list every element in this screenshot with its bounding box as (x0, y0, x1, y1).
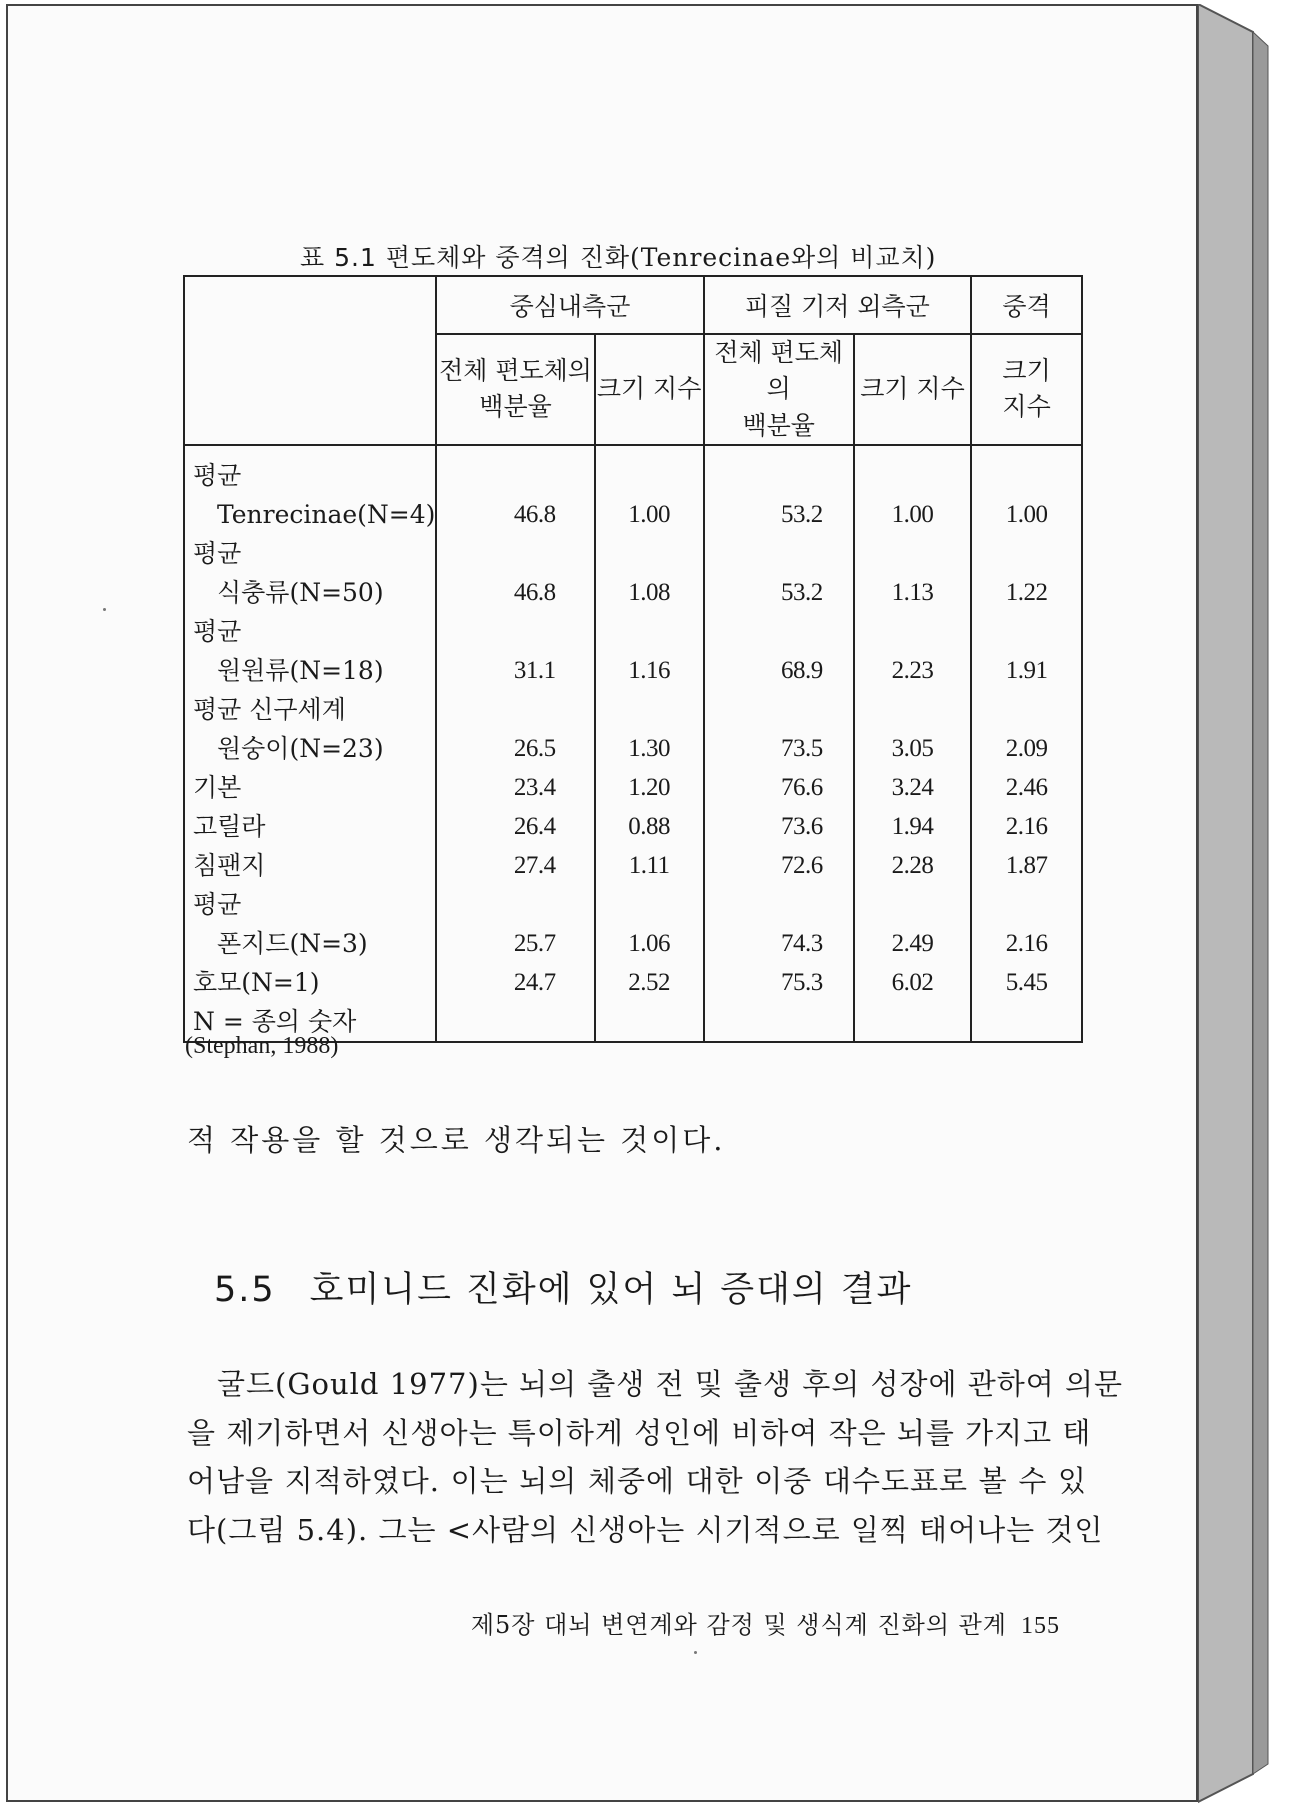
septum-size-value (972, 534, 1081, 573)
central-size-value: 1.06 (628, 929, 670, 957)
cortical-size-value: 6.02 (891, 968, 934, 996)
cortical-percent-value (705, 690, 853, 729)
septum-size-value (972, 456, 1081, 495)
central-percent-value: 27.4 (513, 851, 556, 879)
central-size-value (596, 534, 703, 573)
table-number: 표 5.1 (300, 243, 377, 272)
section-heading (214, 1262, 912, 1312)
row-label: 침팬지 (193, 850, 266, 880)
cortical-size-value: 1.00 (891, 500, 934, 528)
septum-size-value (972, 690, 1081, 729)
body-line: 굴드(Gould 1977)는 뇌의 출생 전 및 출생 후의 성장에 관하여 의문 (217, 1367, 1124, 1401)
cortical-percent-value: 53.2 (781, 578, 823, 606)
section-title: 호미니드 진화에 있어 뇌 증대의 결과 (309, 1270, 913, 1310)
subheader-text: 전체 편도체의 (714, 338, 844, 404)
cortical-percent-value (705, 534, 853, 573)
cortical-percent-value (705, 1002, 853, 1041)
amygdala-septum-table (183, 275, 1083, 1043)
row-label: 평균 (193, 460, 242, 490)
subheader-cortical-percent (704, 334, 854, 445)
row-label: 평균 (193, 538, 242, 568)
page-footer (420, 1605, 1060, 1640)
septum-size-value: 1.22 (1005, 578, 1048, 606)
cortical-size-value (855, 690, 970, 729)
central-size-value: 0.88 (628, 812, 670, 840)
cortical-percent-value: 53.2 (781, 500, 823, 528)
chapter-running-title: 제5장 대뇌 변연계와 감정 및 생식계 진화의 관계 (470, 1611, 1007, 1639)
row-label: 폰지드(N=3) (217, 928, 368, 958)
cortical-percent-value (705, 456, 853, 495)
row-label: 호모(N=1) (193, 967, 320, 997)
subheader-text: 전체 편도체의 (439, 356, 592, 386)
subheader-central-percent (436, 334, 594, 445)
body-line: 어남을 지적하였다. 이는 뇌의 체중에 대한 이중 대수도표로 볼 수 있 (187, 1464, 1087, 1498)
table-body-row (184, 445, 1082, 1042)
body-line: 을 제기하면서 신생아는 특이하게 성인에 비하여 작은 뇌를 가지고 태 (187, 1415, 1092, 1450)
row-label: 원원류(N=18) (217, 655, 384, 685)
central-percent-column (436, 445, 594, 1042)
central-percent-value: 46.8 (513, 500, 556, 528)
cortical-percent-value (705, 612, 853, 651)
cortical-size-value (855, 885, 970, 924)
row-labels-column (184, 445, 436, 1042)
cortical-size-value (855, 456, 970, 495)
row-label: 평균 (193, 889, 242, 919)
row-label-header (184, 276, 436, 445)
central-percent-value: 24.7 (513, 968, 556, 996)
subheader-text: 지수 (1002, 392, 1051, 422)
septum-size-value: 1.00 (1005, 500, 1048, 528)
cortical-percent-value: 76.6 (781, 773, 823, 801)
central-size-value: 1.16 (628, 656, 670, 684)
central-percent-value (437, 612, 593, 651)
central-size-value: 1.08 (628, 578, 670, 606)
cortical-percent-value: 68.9 (781, 656, 823, 684)
septum-size-value: 2.09 (1005, 734, 1048, 762)
row-label: 기본 (193, 772, 242, 802)
central-size-value: 1.11 (628, 851, 670, 879)
central-percent-value: 25.7 (513, 929, 556, 957)
table-caption (300, 238, 1060, 274)
subheader-septum-size (971, 334, 1082, 445)
body-line: 다(그림 5.4). 그는 <사람의 신생아는 시기적으로 일찍 태어나는 것인 (187, 1512, 1104, 1547)
subheader-central-size: 크기 지수 (595, 334, 704, 445)
central-size-column (595, 445, 704, 1042)
subheader-cortical-size: 크기 지수 (854, 334, 971, 445)
central-percent-value: 31.1 (513, 656, 556, 684)
septum-size-value: 5.45 (1005, 968, 1048, 996)
table-source: (Stephan, 1988) (185, 1033, 339, 1059)
scan-speck (694, 1651, 697, 1654)
group-header-cortical: 피질 기저 외측군 (704, 276, 972, 334)
page-number: 155 (1021, 1613, 1060, 1639)
septum-size-value: 1.91 (1005, 656, 1048, 684)
cortical-size-column (854, 445, 971, 1042)
septum-size-value: 2.16 (1005, 929, 1048, 957)
central-percent-value (437, 885, 593, 924)
table-group-header-row (184, 276, 1082, 334)
group-header-septum: 중격 (971, 276, 1082, 334)
central-percent-value: 26.5 (513, 734, 556, 762)
central-size-value (596, 612, 703, 651)
septum-size-value: 2.16 (1005, 812, 1048, 840)
central-size-value: 1.30 (628, 734, 670, 762)
cortical-size-value (855, 612, 970, 651)
central-size-value: 1.20 (628, 773, 670, 801)
table-title: 편도체와 중격의 진화(Tenrecinae와의 비교치) (385, 243, 937, 272)
septum-size-value (972, 612, 1081, 651)
row-label: 평균 (193, 616, 242, 646)
central-size-value: 1.00 (628, 500, 670, 528)
row-label: 고릴라 (193, 811, 266, 841)
cortical-size-value: 2.49 (891, 929, 934, 957)
central-percent-value (437, 534, 593, 573)
cortical-size-value: 1.13 (891, 578, 934, 606)
central-percent-value (437, 1002, 593, 1041)
septum-size-value (972, 1002, 1081, 1041)
row-label: 평균 신구세계 (193, 694, 346, 724)
septum-size-value: 2.46 (1005, 773, 1048, 801)
cortical-percent-value (705, 885, 853, 924)
subheader-text: 크기 (1002, 356, 1051, 386)
cortical-size-value: 3.05 (891, 734, 934, 762)
septum-size-value (972, 885, 1081, 924)
central-size-value (596, 690, 703, 729)
body-paragraph (187, 1360, 1124, 1554)
cortical-size-value: 3.24 (891, 773, 934, 801)
cortical-percent-value: 73.6 (781, 812, 823, 840)
cortical-percent-value: 73.5 (781, 734, 823, 762)
central-size-value (596, 1002, 703, 1041)
central-percent-value (437, 690, 593, 729)
cortical-size-value: 1.94 (891, 812, 934, 840)
cortical-size-value (855, 534, 970, 573)
cortical-percent-column (704, 445, 854, 1042)
cortical-percent-value: 75.3 (781, 968, 823, 996)
central-size-value (596, 456, 703, 495)
row-label: N = 종의 숫자 (193, 1006, 357, 1036)
septum-size-value: 1.87 (1005, 851, 1048, 879)
central-percent-value (437, 456, 593, 495)
cortical-size-value (855, 1002, 970, 1041)
subheader-text: 백분율 (479, 392, 552, 422)
group-header-central: 중심내측군 (436, 276, 703, 334)
scan-speck (103, 608, 106, 611)
septum-size-column (971, 445, 1082, 1042)
cortical-size-value: 2.23 (891, 656, 934, 684)
central-size-value (596, 885, 703, 924)
cortical-percent-value: 74.3 (781, 929, 823, 957)
row-label: Tenrecinae(N=4) (217, 499, 436, 529)
central-percent-value: 46.8 (513, 578, 556, 606)
subheader-text: 백분율 (742, 410, 815, 440)
row-label: 원숭이(N=23) (217, 733, 384, 763)
continuation-text: 적 작용을 할 것으로 생각되는 것이다. (187, 1123, 726, 1157)
central-size-value: 2.52 (628, 968, 670, 996)
cortical-size-value: 2.28 (891, 851, 934, 879)
section-number: 5.5 (214, 1270, 276, 1310)
row-label: 식충류(N=50) (217, 577, 384, 607)
central-percent-value: 26.4 (513, 812, 556, 840)
central-percent-value: 23.4 (513, 773, 556, 801)
cortical-percent-value: 72.6 (781, 851, 823, 879)
